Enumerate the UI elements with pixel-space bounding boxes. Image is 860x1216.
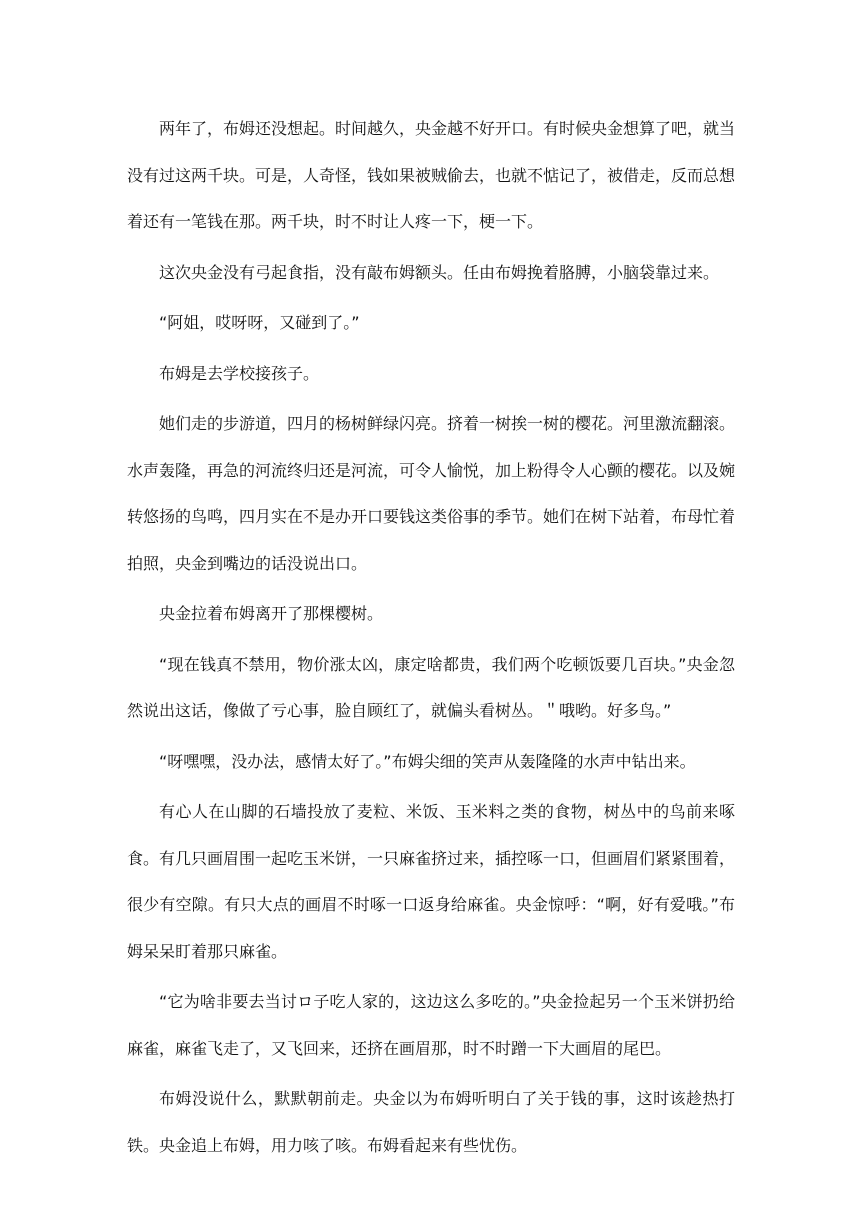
paragraph: 她们走的步游道，四月的杨树鲜绿闪亮。挤着一树挨一树的樱花。河里激流翻滚。水声轰隆，再急的河流终归还是河流，可令人愉悦，加上粉得令人心颤的樱花。以及婉转悠扬的鸟鸣，四月实在不是办开口要钱这类俗事的季节。她们在树下站着，布母忙着拍照，央金到嘴边的话没说出口。	[127, 414, 736, 573]
paragraph: 有心人在山脚的石墙投放了麦粒、米饭、玉米料之类的食物，树丛中的鸟前来啄食。有几只画眉围一起吃玉米饼，一只麻雀挤过来，插控啄一口，但画眉们紧紧围着，很少有空隙。有只大点的画眉不时啄一口返身给麻雀。央金惊呼：“啊，好有爱哦。”布姆呆呆盯着那只麻雀。	[127, 802, 736, 961]
paragraph: “它为啥非要去当讨ロ子吃人家的，这边这么多吃的。”央金捡起另一个玉米饼扔给麻雀，麻雀飞走了，又飞回来，还挤在画眉那，时不时蹭一下大画眉的尾巴。	[127, 992, 735, 1058]
paragraph: “阿姐，哎呀呀，又碰到了。”	[159, 313, 360, 332]
paragraph: 两年了，布姆还没想起。时间越久，央金越不好开口。有时候央金想算了吧，就当没有过这两千块。可是，人奇怪，钱如果被贼偷去，也就不惦记了，被借走，反而总想着还有一笔钱在那。两千块，时不时让人疼一下，梗一下。	[127, 119, 736, 231]
article-body	[127, 106, 735, 1169]
paragraph: “现在钱真不禁用，物价涨太凶，康定啥都贵，我们两个吃顿饭要几百块。”央金忽然说出这话，像做了亏心事，脸自顾红了，就偏头看树丛。＂哦哟。好多鸟。”	[127, 654, 735, 720]
paragraph: “呀嘿嘿，没办法，感情太好了。”布姆尖细的笑声从轰隆隆的水声中钻出来。	[159, 751, 696, 771]
paragraph: 布姆没说什么，默默朝前走。央金以为布姆听明白了关于钱的事，这时该趁热打铁。央金追上布姆，用力咳了咳。布姆看起来有些忧伤。	[127, 1089, 735, 1155]
paragraph: 这次央金没有弓起食指，没有敲布姆额头。任由布姆挽着胳膊，小脑袋靠过来。	[159, 262, 720, 282]
paragraph: 布姆是去学校接孩子。	[159, 363, 320, 383]
paragraph: 央金拉着布姆离开了那棵樱树。	[159, 604, 384, 623]
